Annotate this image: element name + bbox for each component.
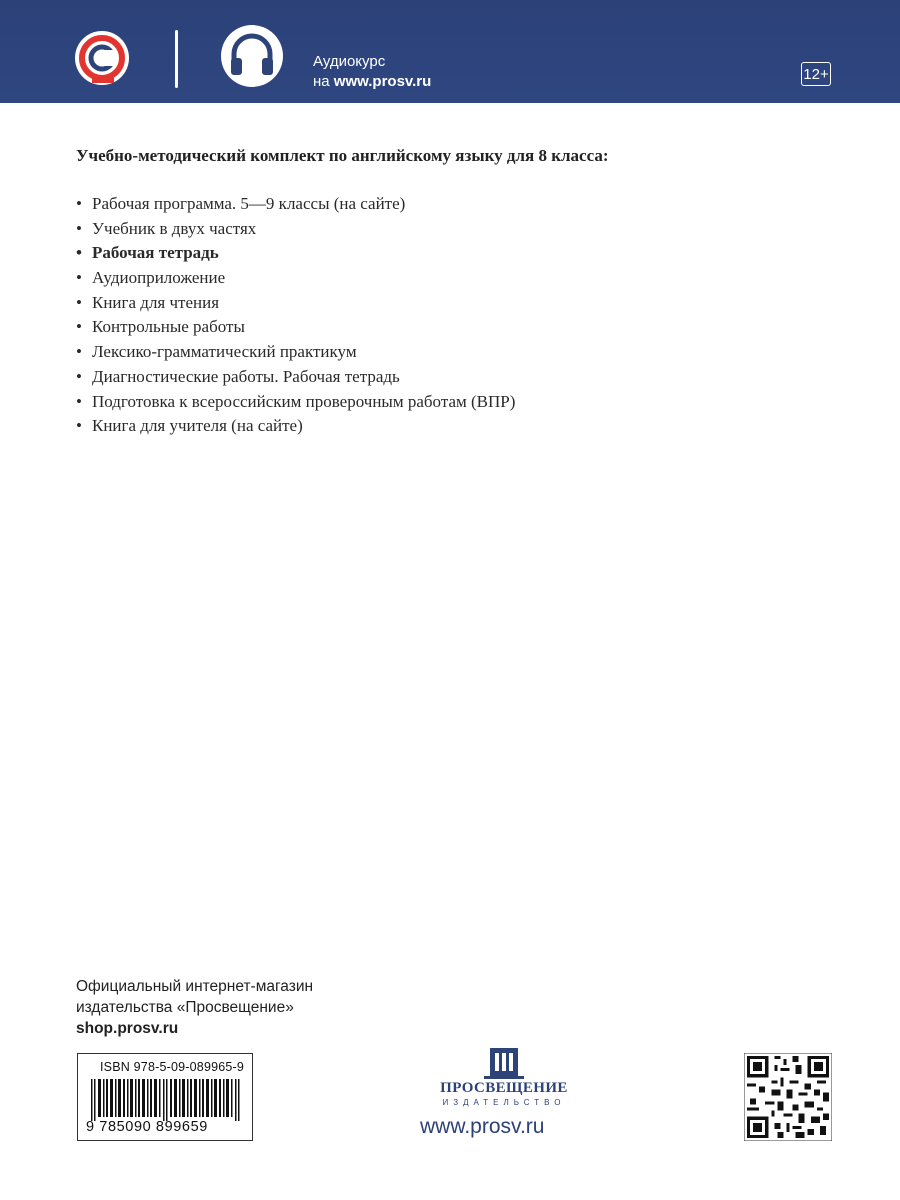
header-band (0, 0, 900, 103)
shop-url[interactable]: shop.prosv.ru (76, 1020, 179, 1037)
kit-list-item-current: • Рабочая тетрадь (76, 243, 219, 263)
kit-list-item: • Лексико-грамматический практикум (76, 342, 357, 362)
barcode-icon (91, 1079, 241, 1121)
shop-info (76, 976, 313, 1039)
age-rating-badge: 12+ (801, 62, 831, 86)
publisher-book-logo-icon (484, 1046, 524, 1080)
audio-course-url[interactable]: www.prosv.ru (333, 73, 432, 90)
kit-list-item: • Книга для чтения (76, 292, 220, 312)
audio-course-prefix: на (313, 73, 334, 90)
publisher-subtitle: ИЗДАТЕЛЬСТВО (442, 1098, 566, 1107)
audio-course-label (313, 52, 431, 92)
publisher-c-logo-icon (72, 28, 132, 88)
ean-number: 9 785090 899659 (86, 1119, 208, 1135)
kit-list-item: • Диагностические работы. Рабочая тетрадь (76, 366, 400, 386)
publisher-name: ПРОСВЕЩЕНИЕ (440, 1080, 568, 1096)
isbn-label: ISBN 978-5-09-089965-9 (100, 1060, 245, 1074)
kit-list-item: • Подготовка к всероссийским проверочным работам (ВПР) (76, 391, 516, 411)
kit-list-item: • Контрольные работы (76, 317, 245, 337)
kit-list-item: • Рабочая программа. 5—9 классы (на сайте) (76, 194, 406, 213)
headphones-icon (220, 24, 284, 88)
kit-list-item: • Учебник в двух частях (76, 218, 257, 238)
kit-title: Учебно-методический комплект по английскому языку для 8 класса: (76, 146, 609, 165)
shop-line1: Официальный интернет-магазин (76, 978, 314, 995)
publisher-url[interactable]: www.prosv.ru (420, 1115, 545, 1138)
kit-list-item: • Книга для учителя (на сайте) (76, 416, 303, 436)
kit-list (76, 192, 515, 439)
header-divider (175, 30, 178, 88)
qr-code-icon (744, 1053, 832, 1141)
shop-line2: издательства «Просвещение» (76, 999, 294, 1016)
kit-list-item: • Аудиоприложение (76, 268, 226, 288)
audio-course-title: Аудиокурс (313, 53, 386, 70)
